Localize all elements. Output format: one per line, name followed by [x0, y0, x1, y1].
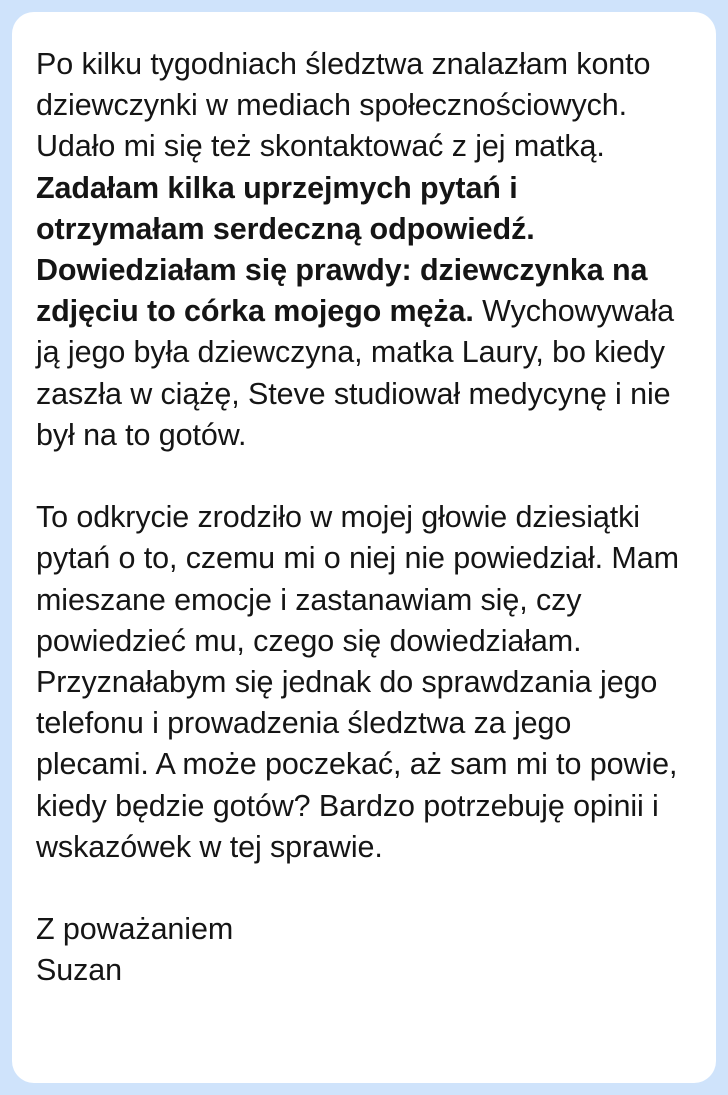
paragraph-spacer	[36, 868, 692, 909]
letter-card	[12, 12, 716, 1083]
paragraph-1-bold-text: Zadałam kilka uprzejmych pytań i otrzymałam serdeczną odpowiedź. Dowiedziałam się prawdy: dziewczynka na zdjęciu to córka mojego męża.	[36, 170, 648, 329]
paragraph-1	[36, 44, 692, 456]
paragraph-1-text-b: Wychowywała ją jego była dziewczyna, matka Laury, bo kiedy zaszła w ciążę, Steve studiował medycynę i nie był na to gotów.	[36, 294, 675, 452]
signature: Suzan	[36, 953, 122, 988]
closing-line: Z poważaniem	[36, 912, 234, 947]
paragraph-1-text-a: Po kilku tygodniach śledztwa znalazłam konto dziewczynki w mediach społecznościowych. Udało mi się też skontaktować z jej matką.	[36, 47, 651, 164]
paragraph-spacer	[36, 456, 692, 497]
paragraph-2: To odkrycie zrodziło w mojej głowie dziesiątki pytań o to, czemu mi o niej nie powiedział. Mam mieszane emocje i zastanawiam się, czy powiedzieć mu, czego się dowiedziałam. Przyznałabym się jednak do sprawdzania jego telefonu i prowadzenia śledztwa za jego plecami. A może poczekać, aż sam mi to powie, kiedy będzie gotów? Bardzo potrzebuję opinii i wskazówek w tej sprawie.	[36, 500, 679, 864]
